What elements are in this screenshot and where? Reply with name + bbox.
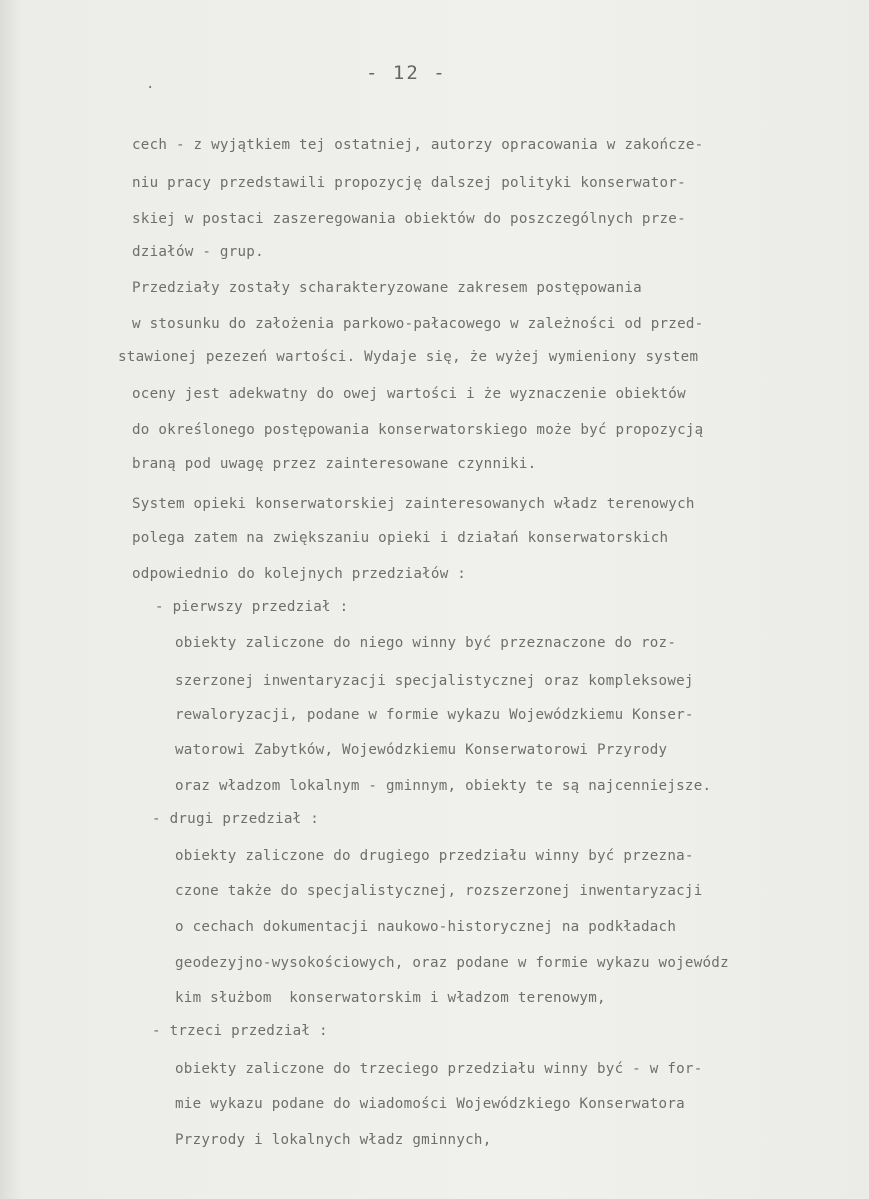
text-line: cech - z wyjątkiem tej ostatniej, autorzy opracowania w zakończe- xyxy=(132,137,704,153)
text-line: obiekty zaliczone do trzeciego przedziału winny być - w for- xyxy=(175,1061,703,1077)
text-line: polega zatem na zwiększaniu opieki i działań konserwatorskich xyxy=(132,530,669,546)
text-line: - trzeci przedział : xyxy=(152,1023,328,1039)
text-line: geodezyjno-wysokościowych, oraz podane w formie wykazu wojewódz xyxy=(175,955,729,971)
margin-dot: · xyxy=(146,80,155,96)
text-line: do określonego postępowania konserwatorskiego może być propozycją xyxy=(132,422,704,438)
text-line: rewaloryzacji, podane w formie wykazu Wojewódzkiemu Konser- xyxy=(175,707,694,723)
text-line: skiej w postaci zaszeregowania obiektów do poszczególnych prze- xyxy=(132,211,686,227)
text-line: braną pod uwagę przez zainteresowane czynniki. xyxy=(132,456,537,472)
text-line: Przedziały zostały scharakteryzowane zakresem postępowania xyxy=(132,280,642,296)
text-line: obiekty zaliczone do niego winny być przeznaczone do roz- xyxy=(175,635,677,651)
text-line: - drugi przedział : xyxy=(152,811,320,827)
text-line: odpowiednio do kolejnych przedziałów : xyxy=(132,566,467,582)
text-line: kim służbom konserwatorskim i władzom terenowym, xyxy=(175,990,606,1006)
text-line: System opieki konserwatorskiej zainteresowanych władz terenowych xyxy=(132,496,695,512)
text-line: obiekty zaliczone do drugiego przedziału winny być przezna- xyxy=(175,848,694,864)
text-line: watorowi Zabytków, Wojewódzkiemu Konserwatorowi Przyrody xyxy=(175,742,668,758)
text-line: niu pracy przedstawili propozycję dalszej polityki konserwator- xyxy=(132,175,686,191)
text-line: mie wykazu podane do wiadomości Wojewódzkiego Konserwatora xyxy=(175,1096,685,1112)
text-line: oraz władzom lokalnym - gminnym, obiekty te są najcenniejsze. xyxy=(175,778,712,794)
text-line: oceny jest adekwatny do owej wartości i że wyznaczenie obiektów xyxy=(132,386,686,402)
text-line: - pierwszy przedział : xyxy=(155,599,349,615)
text-line: działów - grup. xyxy=(132,244,264,260)
text-line: w stosunku do założenia parkowo-pałacowego w zależności od przed- xyxy=(132,316,704,332)
text-line: szerzonej inwentaryzacji specjalistycznej oraz kompleksowej xyxy=(175,673,694,689)
text-line: o cechach dokumentacji naukowo-historycznej na podkładach xyxy=(175,919,677,935)
text-line: stawionej pezezeń wartości. Wydaje się, że wyżej wymieniony system xyxy=(118,349,699,365)
text-line: Przyrody i lokalnych władz gminnych, xyxy=(175,1132,492,1148)
page-number: - 12 - xyxy=(366,62,447,84)
text-line: czone także do specjalistycznej, rozszerzonej inwentaryzacji xyxy=(175,883,703,899)
